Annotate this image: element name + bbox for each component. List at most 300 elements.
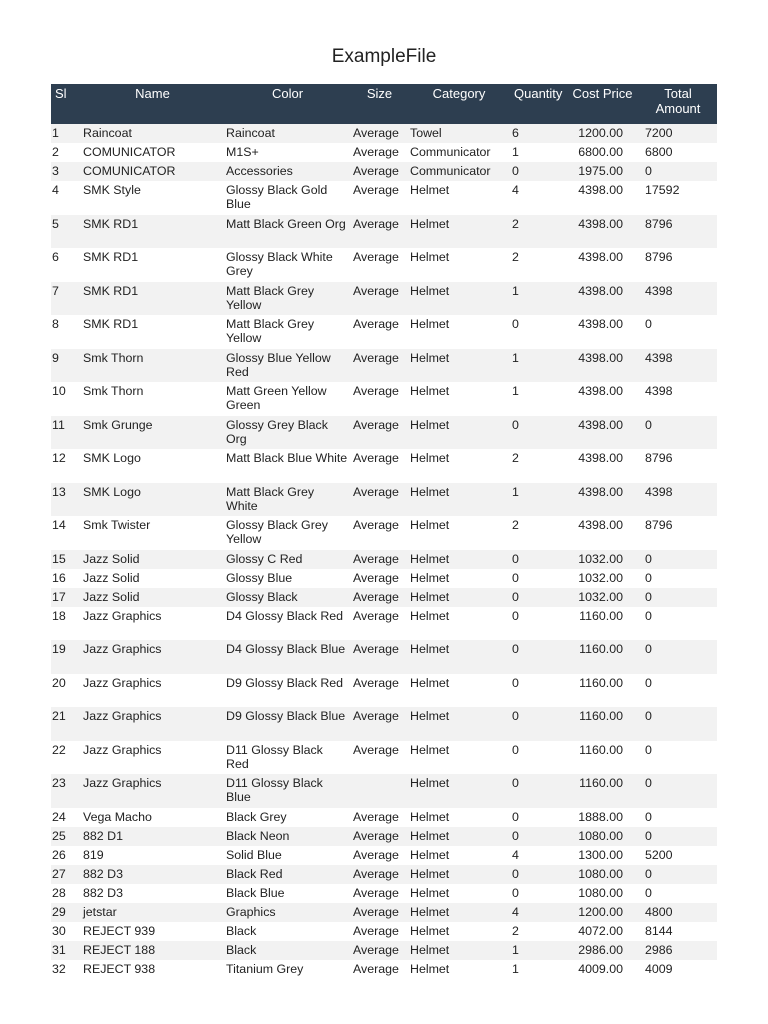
cell-total-amount: 0 <box>639 774 717 808</box>
cell-cost-price: 1975.00 <box>566 162 639 181</box>
cell-quantity: 2 <box>510 516 566 550</box>
cell-size: Average <box>351 282 408 316</box>
cell-total-amount: 0 <box>639 707 717 741</box>
cell-category: Helmet <box>408 774 510 808</box>
cell-category: Helmet <box>408 941 510 960</box>
cell-total-amount: 4800 <box>639 903 717 922</box>
cell-category: Helmet <box>408 846 510 865</box>
cell-cost-price: 1080.00 <box>566 865 639 884</box>
cell-total-amount: 6800 <box>639 143 717 162</box>
cell-cost-price: 4398.00 <box>566 516 639 550</box>
cell-total-amount: 0 <box>639 416 717 450</box>
cell-name: Jazz Solid <box>81 569 224 588</box>
cell-color: Matt Black Blue White <box>224 449 351 483</box>
cell-size: Average <box>351 922 408 941</box>
cell-name: Smk Thorn <box>81 382 224 416</box>
cell-color: Black Neon <box>224 827 351 846</box>
cell-size: Average <box>351 483 408 517</box>
cell-quantity: 0 <box>510 588 566 607</box>
cell-color: D4 Glossy Black Blue <box>224 640 351 674</box>
cell-sl: 14 <box>51 516 81 550</box>
cell-cost-price: 4398.00 <box>566 215 639 249</box>
cell-total-amount: 0 <box>639 569 717 588</box>
cell-color: Glossy Black Gold Blue <box>224 181 351 215</box>
cell-category: Helmet <box>408 282 510 316</box>
table-row <box>51 315 717 349</box>
cell-name: Smk Twister <box>81 516 224 550</box>
cell-category: Helmet <box>408 707 510 741</box>
cell-name: SMK Style <box>81 181 224 215</box>
cell-cost-price: 1160.00 <box>566 640 639 674</box>
cell-total-amount: 4398 <box>639 483 717 517</box>
cell-sl: 22 <box>51 741 81 775</box>
cell-cost-price: 4398.00 <box>566 181 639 215</box>
cell-category: Helmet <box>408 349 510 383</box>
cell-quantity: 4 <box>510 846 566 865</box>
cell-total-amount: 0 <box>639 865 717 884</box>
cell-category: Helmet <box>408 607 510 641</box>
cell-color: Black Red <box>224 865 351 884</box>
cell-quantity: 0 <box>510 774 566 808</box>
header-color: Color <box>224 84 351 124</box>
cell-name: REJECT 939 <box>81 922 224 941</box>
cell-category: Helmet <box>408 181 510 215</box>
cell-quantity: 1 <box>510 349 566 383</box>
table-row <box>51 215 717 249</box>
table-row <box>51 248 717 282</box>
cell-color: Matt Black Green Org <box>224 215 351 249</box>
cell-sl: 7 <box>51 282 81 316</box>
cell-sl: 2 <box>51 143 81 162</box>
cell-category: Helmet <box>408 674 510 708</box>
cell-category: Helmet <box>408 215 510 249</box>
cell-total-amount: 8796 <box>639 516 717 550</box>
cell-color: Glossy Grey Black Org <box>224 416 351 450</box>
cell-sl: 15 <box>51 550 81 569</box>
table-row <box>51 483 717 517</box>
cell-cost-price: 4072.00 <box>566 922 639 941</box>
cell-cost-price: 1080.00 <box>566 884 639 903</box>
cell-size: Average <box>351 569 408 588</box>
cell-sl: 28 <box>51 884 81 903</box>
table-row <box>51 181 717 215</box>
cell-total-amount: 8796 <box>639 449 717 483</box>
cell-sl: 5 <box>51 215 81 249</box>
cell-name: 882 D3 <box>81 884 224 903</box>
cell-color: D11 Glossy Black Red <box>224 741 351 775</box>
cell-color: D9 Glossy Black Red <box>224 674 351 708</box>
header-total-amount: Total Amount <box>639 84 717 124</box>
cell-total-amount: 8796 <box>639 248 717 282</box>
cell-size: Average <box>351 707 408 741</box>
cell-sl: 24 <box>51 808 81 827</box>
cell-cost-price: 1200.00 <box>566 903 639 922</box>
cell-name: 882 D3 <box>81 865 224 884</box>
cell-cost-price: 1160.00 <box>566 607 639 641</box>
table-row <box>51 640 717 674</box>
table-row <box>51 741 717 775</box>
cell-color: D4 Glossy Black Red <box>224 607 351 641</box>
table-row <box>51 674 717 708</box>
cell-sl: 27 <box>51 865 81 884</box>
cell-total-amount: 0 <box>639 640 717 674</box>
cell-quantity: 1 <box>510 941 566 960</box>
cell-cost-price: 4398.00 <box>566 449 639 483</box>
cell-name: REJECT 188 <box>81 941 224 960</box>
cell-size: Average <box>351 903 408 922</box>
cell-name: 882 D1 <box>81 827 224 846</box>
cell-cost-price: 4009.00 <box>566 960 639 979</box>
cell-sl: 3 <box>51 162 81 181</box>
cell-category: Helmet <box>408 315 510 349</box>
cell-sl: 32 <box>51 960 81 979</box>
header-row <box>51 84 717 124</box>
cell-color: M1S+ <box>224 143 351 162</box>
cell-category: Communicator <box>408 143 510 162</box>
table-row <box>51 884 717 903</box>
cell-name: Jazz Graphics <box>81 674 224 708</box>
cell-size: Average <box>351 349 408 383</box>
cell-color: Black <box>224 941 351 960</box>
cell-size: Average <box>351 516 408 550</box>
cell-sl: 26 <box>51 846 81 865</box>
cell-quantity: 0 <box>510 162 566 181</box>
cell-name: Smk Thorn <box>81 349 224 383</box>
cell-sl: 29 <box>51 903 81 922</box>
cell-quantity: 1 <box>510 282 566 316</box>
cell-quantity: 2 <box>510 449 566 483</box>
cell-total-amount: 0 <box>639 674 717 708</box>
cell-size <box>351 774 408 808</box>
cell-name: Jazz Graphics <box>81 774 224 808</box>
cell-size: Average <box>351 449 408 483</box>
cell-sl: 12 <box>51 449 81 483</box>
cell-quantity: 0 <box>510 674 566 708</box>
cell-total-amount: 0 <box>639 607 717 641</box>
table-row <box>51 865 717 884</box>
cell-cost-price: 4398.00 <box>566 282 639 316</box>
cell-category: Helmet <box>408 903 510 922</box>
cell-name: COMUNICATOR <box>81 162 224 181</box>
table-row <box>51 941 717 960</box>
cell-name: REJECT 938 <box>81 960 224 979</box>
table-row <box>51 124 717 143</box>
cell-quantity: 0 <box>510 707 566 741</box>
cell-cost-price: 1200.00 <box>566 124 639 143</box>
cell-category: Helmet <box>408 865 510 884</box>
cell-cost-price: 4398.00 <box>566 416 639 450</box>
cell-total-amount: 2986 <box>639 941 717 960</box>
cell-sl: 10 <box>51 382 81 416</box>
cell-color: Titanium Grey <box>224 960 351 979</box>
cell-category: Helmet <box>408 550 510 569</box>
cell-total-amount: 8796 <box>639 215 717 249</box>
cell-color: Matt Black Grey White <box>224 483 351 517</box>
cell-cost-price: 4398.00 <box>566 349 639 383</box>
cell-category: Helmet <box>408 808 510 827</box>
cell-total-amount: 0 <box>639 550 717 569</box>
cell-category: Helmet <box>408 588 510 607</box>
table-row <box>51 960 717 979</box>
cell-quantity: 4 <box>510 903 566 922</box>
cell-size: Average <box>351 143 408 162</box>
cell-total-amount: 0 <box>639 162 717 181</box>
cell-sl: 4 <box>51 181 81 215</box>
cell-total-amount: 7200 <box>639 124 717 143</box>
cell-category: Helmet <box>408 827 510 846</box>
cell-quantity: 1 <box>510 143 566 162</box>
table-row <box>51 707 717 741</box>
table-header <box>51 84 717 124</box>
cell-total-amount: 4398 <box>639 282 717 316</box>
cell-name: Raincoat <box>81 124 224 143</box>
cell-size: Average <box>351 124 408 143</box>
cell-quantity: 0 <box>510 741 566 775</box>
data-table <box>51 84 717 979</box>
cell-cost-price: 4398.00 <box>566 248 639 282</box>
cell-total-amount: 0 <box>639 588 717 607</box>
cell-total-amount: 4009 <box>639 960 717 979</box>
cell-cost-price: 1300.00 <box>566 846 639 865</box>
cell-color: Glossy Black Grey Yellow <box>224 516 351 550</box>
cell-name: SMK RD1 <box>81 282 224 316</box>
cell-total-amount: 8144 <box>639 922 717 941</box>
cell-size: Average <box>351 808 408 827</box>
cell-cost-price: 1160.00 <box>566 774 639 808</box>
cell-cost-price: 1160.00 <box>566 674 639 708</box>
cell-size: Average <box>351 248 408 282</box>
cell-size: Average <box>351 215 408 249</box>
cell-cost-price: 1032.00 <box>566 550 639 569</box>
cell-quantity: 2 <box>510 922 566 941</box>
cell-color: Glossy Black White Grey <box>224 248 351 282</box>
cell-quantity: 4 <box>510 181 566 215</box>
cell-name: SMK RD1 <box>81 215 224 249</box>
cell-name: Jazz Solid <box>81 550 224 569</box>
cell-color: Glossy C Red <box>224 550 351 569</box>
cell-name: SMK Logo <box>81 449 224 483</box>
cell-quantity: 1 <box>510 382 566 416</box>
table-row <box>51 588 717 607</box>
cell-color: Accessories <box>224 162 351 181</box>
cell-color: Raincoat <box>224 124 351 143</box>
cell-category: Helmet <box>408 516 510 550</box>
cell-color: Solid Blue <box>224 846 351 865</box>
cell-sl: 8 <box>51 315 81 349</box>
header-quantity: Quantity <box>510 84 566 124</box>
cell-sl: 21 <box>51 707 81 741</box>
table-row <box>51 922 717 941</box>
cell-size: Average <box>351 941 408 960</box>
cell-category: Helmet <box>408 449 510 483</box>
cell-size: Average <box>351 181 408 215</box>
table-body <box>51 124 717 979</box>
cell-color: Matt Black Grey Yellow <box>224 315 351 349</box>
cell-category: Helmet <box>408 483 510 517</box>
header-category: Category <box>408 84 510 124</box>
cell-quantity: 0 <box>510 607 566 641</box>
header-size: Size <box>351 84 408 124</box>
cell-cost-price: 1888.00 <box>566 808 639 827</box>
cell-size: Average <box>351 382 408 416</box>
cell-cost-price: 1160.00 <box>566 741 639 775</box>
table-row <box>51 846 717 865</box>
cell-color: Black Blue <box>224 884 351 903</box>
cell-category: Helmet <box>408 382 510 416</box>
cell-sl: 6 <box>51 248 81 282</box>
table-row <box>51 416 717 450</box>
cell-cost-price: 1080.00 <box>566 827 639 846</box>
cell-category: Helmet <box>408 960 510 979</box>
cell-category: Helmet <box>408 248 510 282</box>
cell-color: Black <box>224 922 351 941</box>
table-row <box>51 382 717 416</box>
cell-name: Jazz Graphics <box>81 607 224 641</box>
cell-cost-price: 4398.00 <box>566 483 639 517</box>
cell-sl: 1 <box>51 124 81 143</box>
cell-quantity: 2 <box>510 248 566 282</box>
cell-size: Average <box>351 550 408 569</box>
cell-sl: 19 <box>51 640 81 674</box>
table-row <box>51 143 717 162</box>
cell-size: Average <box>351 416 408 450</box>
cell-name: Vega Macho <box>81 808 224 827</box>
table-row <box>51 516 717 550</box>
cell-cost-price: 4398.00 <box>566 315 639 349</box>
cell-sl: 25 <box>51 827 81 846</box>
cell-quantity: 0 <box>510 315 566 349</box>
document-title: ExampleFile <box>331 46 437 67</box>
cell-size: Average <box>351 588 408 607</box>
cell-sl: 18 <box>51 607 81 641</box>
cell-name: Smk Grunge <box>81 416 224 450</box>
cell-sl: 16 <box>51 569 81 588</box>
cell-quantity: 0 <box>510 550 566 569</box>
cell-size: Average <box>351 960 408 979</box>
cell-category: Helmet <box>408 922 510 941</box>
cell-quantity: 0 <box>510 640 566 674</box>
table-row <box>51 349 717 383</box>
cell-color: Glossy Black <box>224 588 351 607</box>
cell-color: Graphics <box>224 903 351 922</box>
cell-size: Average <box>351 674 408 708</box>
cell-sl: 13 <box>51 483 81 517</box>
header-sl: Sl <box>51 84 81 124</box>
cell-category: Communicator <box>408 162 510 181</box>
table-row <box>51 903 717 922</box>
header-name: Name <box>81 84 224 124</box>
cell-name: SMK RD1 <box>81 315 224 349</box>
cell-cost-price: 4398.00 <box>566 382 639 416</box>
cell-name: Jazz Graphics <box>81 707 224 741</box>
cell-sl: 17 <box>51 588 81 607</box>
table-row <box>51 774 717 808</box>
header-cost-price: Cost Price <box>566 84 639 124</box>
cell-total-amount: 4398 <box>639 349 717 383</box>
cell-total-amount: 0 <box>639 315 717 349</box>
cell-size: Average <box>351 741 408 775</box>
cell-cost-price: 6800.00 <box>566 143 639 162</box>
cell-quantity: 0 <box>510 827 566 846</box>
cell-name: Jazz Graphics <box>81 640 224 674</box>
cell-category: Helmet <box>408 640 510 674</box>
cell-color: Matt Green Yellow Green <box>224 382 351 416</box>
cell-sl: 30 <box>51 922 81 941</box>
table-row <box>51 569 717 588</box>
cell-total-amount: 0 <box>639 741 717 775</box>
table-row <box>51 162 717 181</box>
cell-size: Average <box>351 162 408 181</box>
cell-color: D11 Glossy Black Blue <box>224 774 351 808</box>
cell-name: COMUNICATOR <box>81 143 224 162</box>
cell-quantity: 0 <box>510 808 566 827</box>
cell-size: Average <box>351 315 408 349</box>
cell-name: Jazz Solid <box>81 588 224 607</box>
table-row <box>51 282 717 316</box>
cell-name: SMK RD1 <box>81 248 224 282</box>
cell-size: Average <box>351 884 408 903</box>
cell-quantity: 0 <box>510 865 566 884</box>
cell-quantity: 0 <box>510 884 566 903</box>
cell-quantity: 0 <box>510 416 566 450</box>
cell-quantity: 6 <box>510 124 566 143</box>
cell-category: Helmet <box>408 884 510 903</box>
cell-cost-price: 1032.00 <box>566 588 639 607</box>
cell-size: Average <box>351 846 408 865</box>
cell-name: Jazz Graphics <box>81 741 224 775</box>
cell-color: Glossy Blue Yellow Red <box>224 349 351 383</box>
cell-name: SMK Logo <box>81 483 224 517</box>
table-row <box>51 607 717 641</box>
cell-total-amount: 0 <box>639 884 717 903</box>
cell-quantity: 1 <box>510 483 566 517</box>
cell-quantity: 1 <box>510 960 566 979</box>
cell-size: Average <box>351 865 408 884</box>
cell-size: Average <box>351 607 408 641</box>
cell-sl: 23 <box>51 774 81 808</box>
cell-sl: 20 <box>51 674 81 708</box>
cell-size: Average <box>351 827 408 846</box>
cell-total-amount: 5200 <box>639 846 717 865</box>
cell-total-amount: 0 <box>639 827 717 846</box>
cell-cost-price: 1160.00 <box>566 707 639 741</box>
cell-cost-price: 2986.00 <box>566 941 639 960</box>
cell-sl: 11 <box>51 416 81 450</box>
cell-color: D9 Glossy Black Blue <box>224 707 351 741</box>
cell-cost-price: 1032.00 <box>566 569 639 588</box>
cell-color: Matt Black Grey Yellow <box>224 282 351 316</box>
cell-total-amount: 0 <box>639 808 717 827</box>
table-row <box>51 827 717 846</box>
cell-color: Glossy Blue <box>224 569 351 588</box>
cell-name: jetstar <box>81 903 224 922</box>
cell-name: 819 <box>81 846 224 865</box>
cell-category: Helmet <box>408 741 510 775</box>
cell-size: Average <box>351 640 408 674</box>
cell-quantity: 0 <box>510 569 566 588</box>
table-row <box>51 550 717 569</box>
cell-category: Helmet <box>408 569 510 588</box>
cell-total-amount: 17592 <box>639 181 717 215</box>
table-row <box>51 449 717 483</box>
cell-total-amount: 4398 <box>639 382 717 416</box>
cell-category: Towel <box>408 124 510 143</box>
cell-color: Black Grey <box>224 808 351 827</box>
cell-quantity: 2 <box>510 215 566 249</box>
table-row <box>51 808 717 827</box>
cell-sl: 31 <box>51 941 81 960</box>
cell-category: Helmet <box>408 416 510 450</box>
